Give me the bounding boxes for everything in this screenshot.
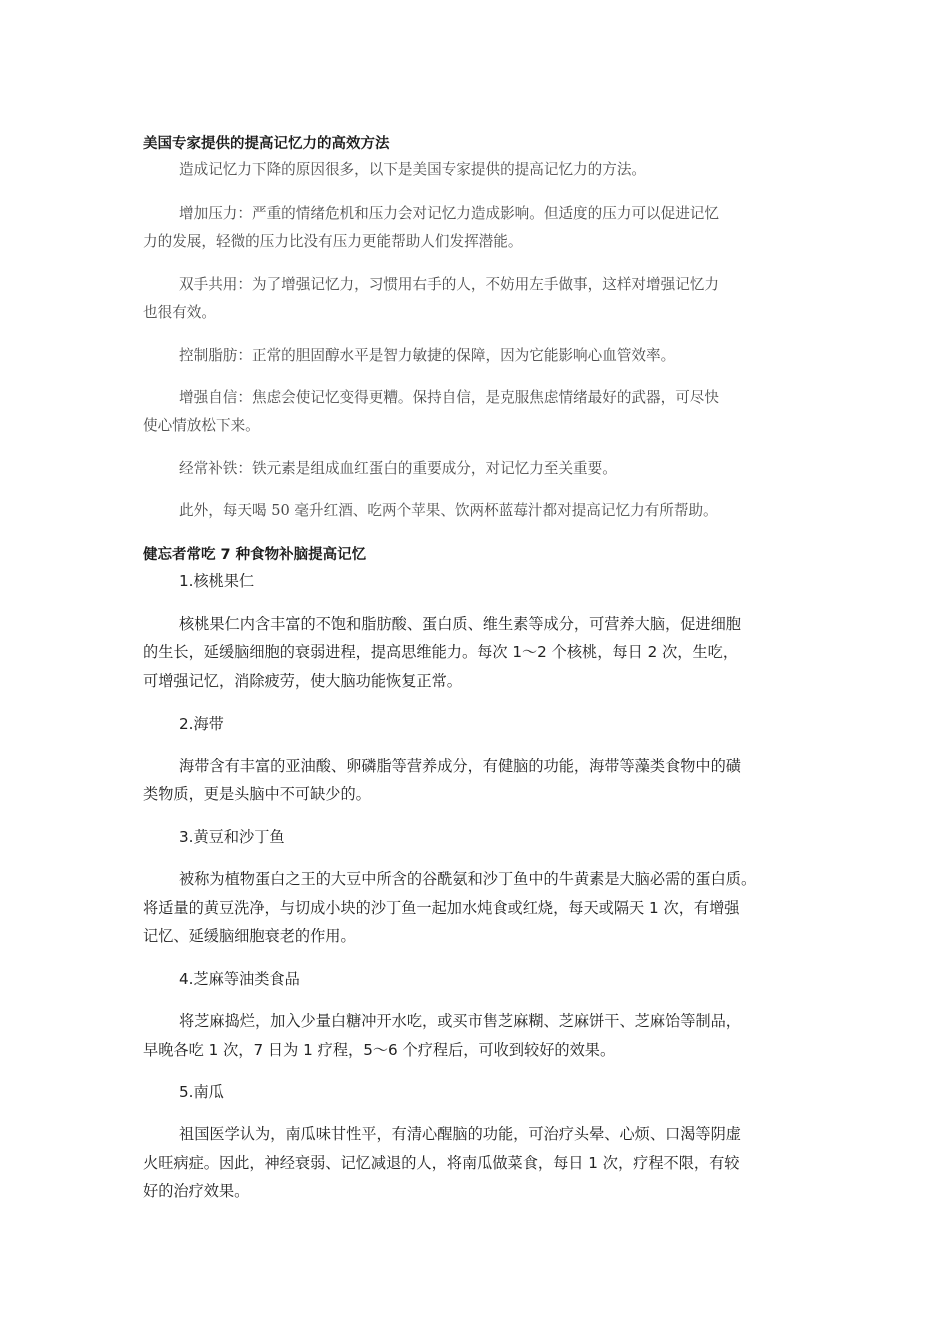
- food-item-text-line: 类物质，更是头脑中不可缺少的。: [143, 785, 371, 803]
- confidence-paragraph-line-1: 增强自信：焦虑会使记忆变得更糟。保持自信，是克服焦虑情绪最好的武器，可尽快: [179, 389, 719, 406]
- fat-paragraph: 控制脂肪：正常的胆固醇水平是智力敏捷的保障，因为它能影响心血管效率。: [179, 347, 676, 364]
- food-item-heading: 1.核桃果仁: [179, 572, 255, 590]
- intro-paragraph: 造成记忆力下降的原因很多，以下是美国专家提供的提高记忆力的方法。: [179, 161, 647, 178]
- hands-paragraph-line-2: 也很有效。: [143, 304, 216, 321]
- iron-paragraph: 经常补铁：铁元素是组成血红蛋白的重要成分，对记忆力至关重要。: [179, 460, 617, 477]
- food-item-text-line: 将芝麻捣烂，加入少量白糖冲开水吃，或买市售芝麻糊、芝麻饼干、芝麻饴等制品，: [179, 1012, 741, 1030]
- food-item-text-line: 可增强记忆，消除疲劳，使大脑功能恢复正常。: [143, 672, 462, 690]
- food-item-text-line: 记忆、延缓脑细胞衰老的作用。: [143, 927, 356, 945]
- section-title-brain-foods: 健忘者常吃 7 种食物补脑提高记忆: [143, 547, 367, 563]
- food-item-heading: 4.芝麻等油类食品: [179, 970, 300, 988]
- confidence-paragraph-line-2: 使心情放松下来。: [143, 417, 260, 434]
- food-item-heading: 3.黄豆和沙丁鱼: [179, 828, 285, 846]
- food-item-text-line: 将适量的黄豆洗净，与切成小块的沙丁鱼一起加水炖食或红烧，每天或隔天 1 次，有增强: [143, 899, 740, 917]
- food-item-text-line: 好的治疗效果。: [143, 1182, 250, 1200]
- extra-paragraph: 此外，每天喝 50 毫升红酒、吃两个苹果、饮两杯蓝莓汁都对提高记忆力有所帮助。: [179, 502, 718, 519]
- food-item-heading: 5.南瓜: [179, 1083, 224, 1101]
- pressure-paragraph-line-2: 力的发展，轻微的压力比没有压力更能帮助人们发挥潜能。: [143, 233, 523, 250]
- food-item-text-line: 核桃果仁内含丰富的不饱和脂肪酸、蛋白质、维生素等成分，可营养大脑，促进细胞: [179, 615, 741, 633]
- food-item-heading: 2.海带: [179, 715, 224, 733]
- hands-paragraph-line-1: 双手共用：为了增强记忆力，习惯用右手的人，不妨用左手做事，这样对增强记忆力: [179, 276, 719, 293]
- food-item-text-line: 祖国医学认为，南瓜味甘性平，有清心醒脑的功能，可治疗头晕、心烦、口渴等阴虚: [179, 1125, 741, 1143]
- food-item-text-line: 早晚各吃 1 次，7 日为 1 疗程，5～6 个疗程后，可收到较好的效果。: [143, 1041, 616, 1059]
- section-title-memory-methods: 美国专家提供的提高记忆力的高效方法: [143, 136, 390, 152]
- pressure-paragraph-line-1: 增加压力：严重的情绪危机和压力会对记忆力造成影响。但适度的压力可以促进记忆: [179, 205, 719, 222]
- food-item-text-line: 被称为植物蛋白之王的大豆中所含的谷酰氨和沙丁鱼中的牛黄素是大脑必需的蛋白质。: [179, 870, 757, 888]
- food-item-text-line: 的生长，延缓脑细胞的衰弱进程，提高思维能力。每次 1～2 个核桃，每日 2 次，生吃，: [143, 643, 739, 661]
- food-item-text-line: 海带含有丰富的亚油酸、卵磷脂等营养成分，有健脑的功能，海带等藻类食物中的磺: [179, 757, 741, 775]
- food-item-text-line: 火旺病症。因此，神经衰弱、记忆减退的人，将南瓜做菜食，每日 1 次，疗程不限，有较: [143, 1154, 740, 1172]
